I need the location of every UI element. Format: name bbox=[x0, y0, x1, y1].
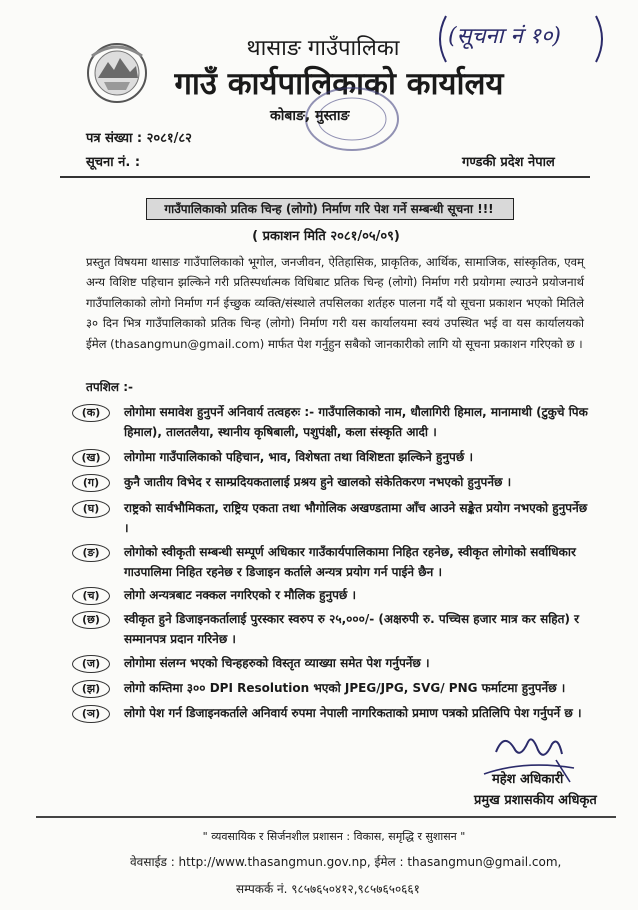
item-text: स्वीकृत हुने डिजाइनकर्तालाई पुरस्कार स्वरुप रु २५,०००/- (अक्षरुपी रु. पच्चिस हजार मात्र कर सहित) र सम्मानपत्र प्रदान गरिनेछ । bbox=[124, 612, 580, 646]
item-marker: (ञ) bbox=[72, 705, 110, 723]
province-name: गण्डकी प्रदेश नेपाल bbox=[462, 155, 555, 170]
item-text: लोगोमा गाउँपालिकाको पहिचान, भाव, विशेषता तथा विशिष्टता झल्किने हुनुपर्छ । bbox=[124, 450, 473, 464]
footer-phone: सम्पकर्क नं. ९८५७६५०४१२,९८५७६५०६६१ bbox=[236, 882, 420, 896]
signatory-name: महेश अधिकारी bbox=[492, 772, 564, 787]
handwritten-notice-number: (सूचना नं १०) bbox=[448, 24, 561, 49]
item-marker: (ग) bbox=[72, 474, 110, 492]
footer-motto: " व्यवसायिक र सिर्जनशील प्रशासन : विकास, समृद्धि र सुशासन " bbox=[202, 830, 466, 843]
item-marker: (च) bbox=[72, 587, 110, 605]
list-item bbox=[72, 498, 592, 538]
item-marker: (ज) bbox=[72, 655, 110, 673]
list-item bbox=[72, 585, 592, 605]
list-item bbox=[72, 542, 592, 582]
list-item bbox=[72, 653, 592, 673]
item-text: लोगो अन्यत्रबाट नक्कल नगरिएको र मौलिक हुनुपर्छ । bbox=[124, 588, 357, 602]
item-text: लोगो कम्तिमा ३०० DPI Resolution भएको JPEG/JPG, SVG/ PNG फर्माटमा हुनुपर्नेछ । bbox=[124, 681, 566, 695]
signatory-title: प्रमुख प्रशासकीय अधिकृत bbox=[474, 793, 597, 808]
publish-date: ( प्रकाशन मिति २०८१/०५/०९) bbox=[252, 229, 400, 244]
footer-divider bbox=[36, 816, 616, 818]
item-marker: (झ) bbox=[72, 680, 110, 698]
item-marker: (क) bbox=[72, 404, 110, 422]
item-text: कुनै जातीय विभेद र साम्प्रदियकतालाई प्रश्रय हुने खालको संकेतिकरण नभएको हुनुपर्नेछ । bbox=[124, 475, 512, 489]
item-text: लोगोमा समावेश हुनुपर्ने अनिवार्य तत्वहरुः :- गाउँपालिकाको नाम, धौलागिरी हिमाल, मानामाथी (टुकुचे पिक हिमाल), तालतलैया, स्थानीय कृषिबाली, पशुपंक्षी, कला संस्कृति आदी । bbox=[124, 405, 588, 439]
list-item bbox=[72, 472, 592, 492]
list-item bbox=[72, 703, 592, 723]
notice-body: प्रस्तुत विषयमा थासाङ गाउँपालिकाको भूगोल, जनजीवन, ऐतिहासिक, प्राकृतिक, आर्थिक, सामाजिक, सांस्कृतिक, एवम् अन्य विशिष्ट पहिचान झल्किने गरी प्रतिस्पर्धात्मक विधिबाट प्रतिक चिन्ह (लोगो) निर्माण गरी प्रयोगमा ल्याउने प्रयोजनार्थ गाउँपालिकाको लोगो निर्माण गर्न ईच्छुक व्यक्ति/संस्थाले तपसिलका शर्तहरु पालना गर्दै यो सूचना प्रकाशन भएको मितिले ३० दिन भित्र गाउँपालिकाको प्रतिक चिन्ह (लोगो) निर्माण गरी यस कार्यालयमा स्वयं उपस्थित भई वा यस कार्यालयको ईमेल (thasangmun@gmail.com) मार्फत पेश गर्नुहुन सबैको जानकारीको लागि यो सूचना प्रकाशन गरिएको छ । bbox=[86, 255, 584, 351]
list-item bbox=[72, 447, 592, 467]
item-text: राष्ट्रको सार्वभौमिकता, राष्ट्रिय एकता तथा भौगोलिक अखण्डतामा आँच आउने सङ्केत प्रयोग नभएको हुनुपर्नेछ । bbox=[124, 501, 588, 535]
office-title: गाउँ कार्यपालिकाको कार्यालय bbox=[174, 66, 504, 102]
item-marker: (ङ) bbox=[72, 544, 110, 562]
office-location: कोबाङ, मुस्ताङ bbox=[270, 108, 350, 124]
item-marker: (घ) bbox=[72, 500, 110, 518]
item-text: लोगोमा संलग्न भएको चिन्हहरुको विस्तृत व्याख्या समेत पेश गर्नुपर्नेछ । bbox=[124, 656, 430, 670]
letter-number: पत्र संख्या : २०८१/८२ bbox=[86, 131, 192, 146]
item-text: लोगोको स्वीकृती सम्बन्धी सम्पूर्ण अधिकार गाउँकार्यपालिकामा निहित रहनेछ, स्वीकृत लोगोको सर्वाधिकार गाउपालिमा निहित रहनेछ र डिजाइन कर्ताले अन्यत्र प्रयोग गर्न पाईने छैन । bbox=[124, 545, 576, 579]
list-item bbox=[72, 402, 592, 442]
list-item bbox=[72, 678, 592, 698]
header-divider bbox=[60, 176, 590, 178]
notice-subject: गाउँपालिकाको प्रतिक चिन्ह (लोगो) निर्माण गरि पेश गर्ने सम्बन्धी सूचना !!! bbox=[164, 202, 494, 216]
notice-number: सूचना नं. : bbox=[86, 155, 141, 170]
footer-web-email: वेवसाईड : http://www.thasangmun.gov.np, ईमेल : thasangmun@gmail.com, bbox=[130, 855, 562, 869]
details-label: तपशिल :- bbox=[86, 380, 134, 394]
list-item bbox=[72, 609, 592, 649]
municipality-name: थासाङ गाउँपालिका bbox=[246, 36, 400, 61]
item-marker: (छ) bbox=[72, 611, 110, 629]
item-text: लोगो पेश गर्न डिजाइनकर्ताले अनिवार्य रुपमा नेपाली नागरिकताको प्रमाण पत्रको प्रतिलिपि पेश गर्नुपर्ने छ । bbox=[124, 706, 582, 720]
item-marker: (ख) bbox=[72, 449, 110, 467]
